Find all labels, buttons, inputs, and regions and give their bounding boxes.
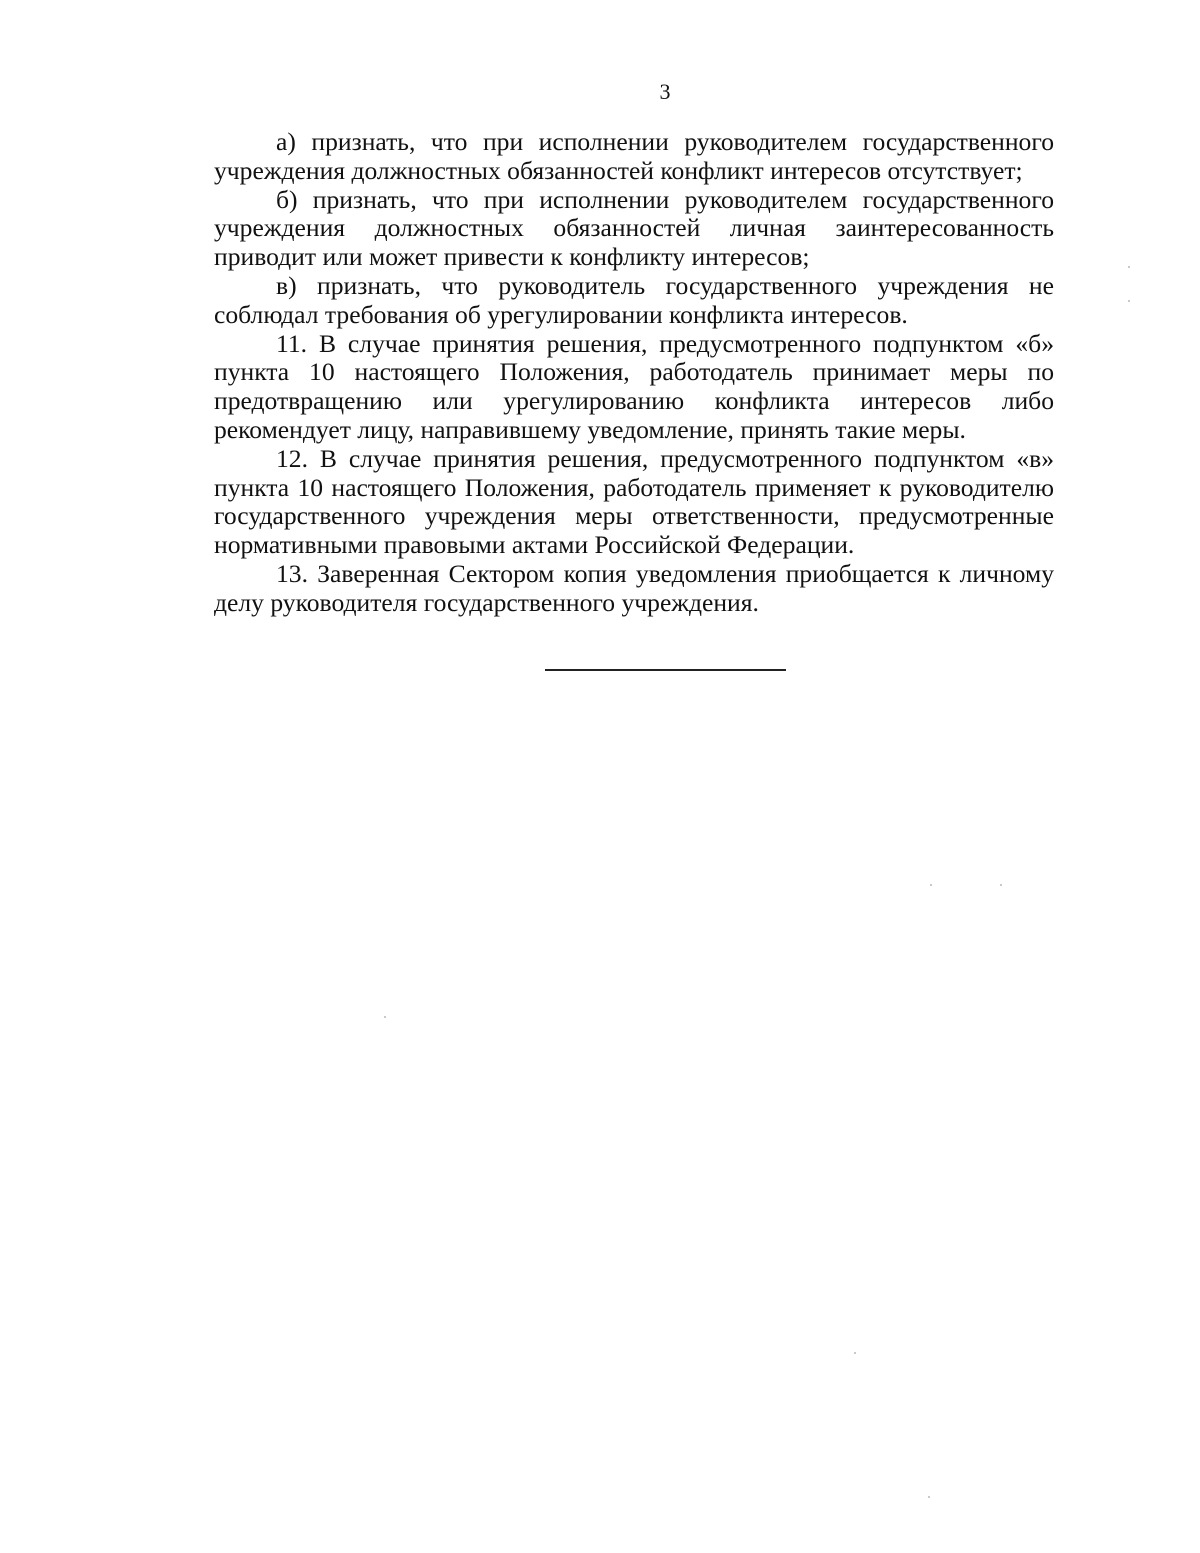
scan-speck (384, 1016, 386, 1018)
paragraph-clause-11: 11. В случае принятия решения, предусмотренного подпунктом «б» пункта 10 настоящего Положения, работодатель принимает меры по предотвращению или урегулированию конфликта интересов либо рекомендует лицу, направившему уведомление, принять такие меры. (214, 328, 1054, 444)
page-number: 3 (659, 79, 671, 104)
paragraph-item-a: а) признать, что при исполнении руководителем государственного учреждения должностных обязанностей конфликт интересов отсутствует; (214, 127, 1054, 185)
scan-speck (1128, 266, 1130, 268)
paragraph-item-v: в) признать, что руководитель государственного учреждения не соблюдал требования об урегулировании конфликта интересов. (214, 270, 1054, 329)
paragraph-item-b: б) признать, что при исполнении руководителем государственного учреждения должностных обязанностей личная заинтересованность приводит или может привести к конфликту интересов; (214, 184, 1054, 272)
end-separator-line (545, 669, 786, 671)
scan-speck (930, 884, 932, 886)
scan-speck (1128, 300, 1130, 302)
paragraph-clause-13: 13. Заверенная Сектором копия уведомления приобщается к личному делу руководителя государственного учреждения. (214, 558, 1054, 617)
scan-speck (1000, 884, 1002, 886)
paragraph-clause-12: 12. В случае принятия решения, предусмотренного подпунктом «в» пункта 10 настоящего Положения, работодатель применяет к руководителю государственного учреждения меры ответственности, предусмотренные нормативными правовыми актами Российской Федерации. (214, 443, 1054, 560)
document-body (214, 128, 1054, 618)
scan-speck (928, 1496, 930, 1498)
scan-speck (854, 1352, 856, 1354)
